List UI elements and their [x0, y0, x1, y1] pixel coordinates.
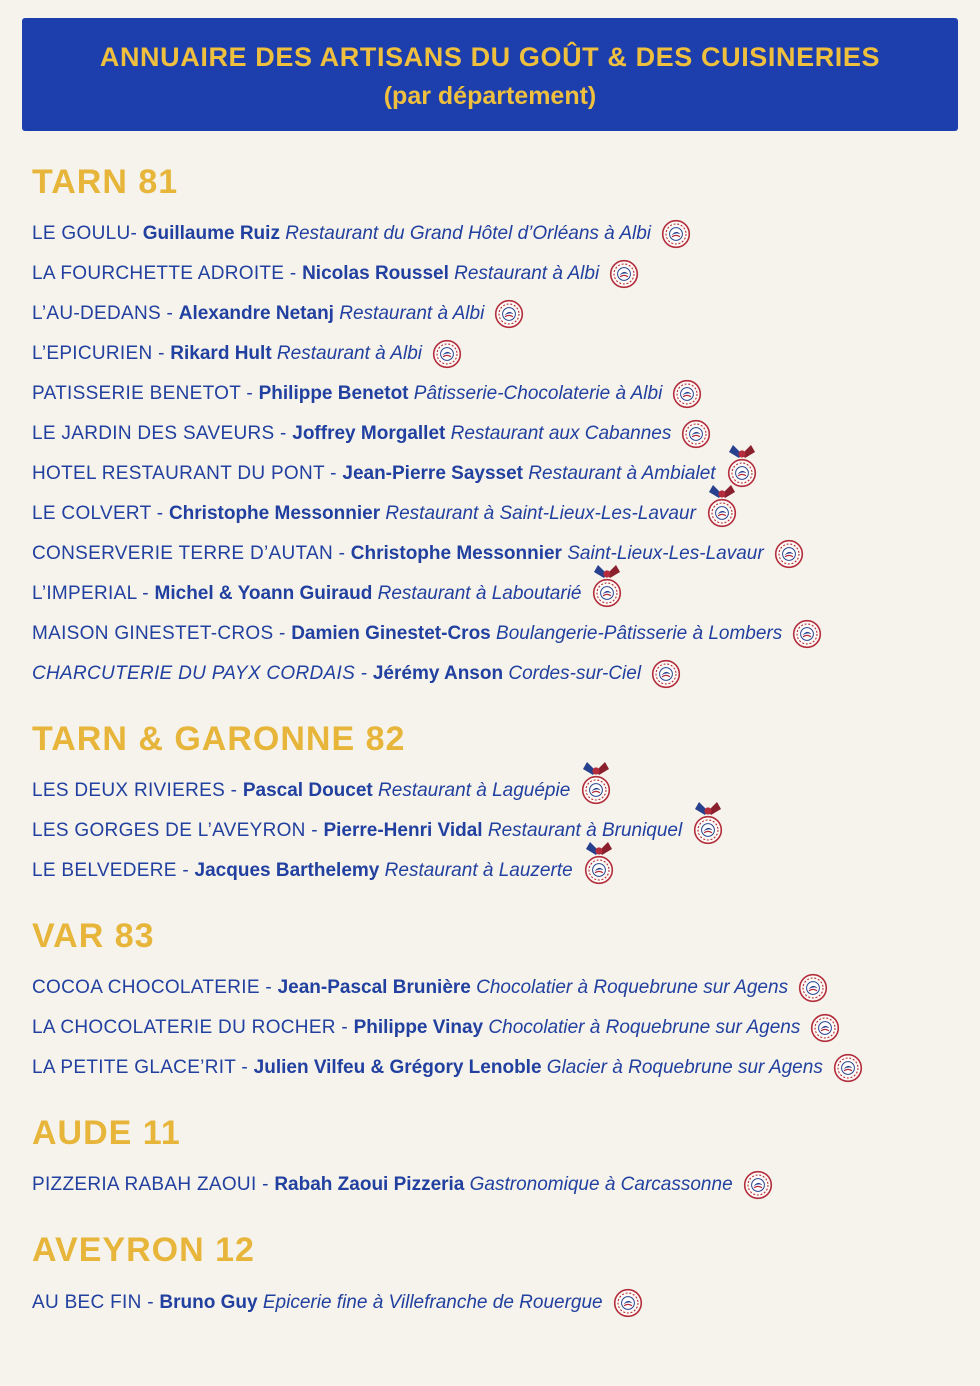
section-title: AVEYRON 12: [32, 1231, 255, 1270]
header-banner: [22, 18, 958, 131]
entry-description: Boulangerie-Pâtisserie à Lombers: [490, 623, 783, 645]
entry-description: Glacier à Roquebrune sur Agens: [541, 1057, 823, 1079]
directory-entry: [32, 1048, 958, 1088]
person-name: Jérémy Anson: [372, 663, 504, 685]
directory-entry: [32, 654, 958, 694]
page-title: ANNUAIRE DES ARTISANS DU GOÛT & DES CUISINERIES: [99, 42, 881, 72]
establishment-name: PIZZERIA RABAH ZAOUI -: [32, 1174, 275, 1196]
entry-description: Gastronomique à Carcassonne: [464, 1174, 733, 1196]
artisan-medal-icon: [726, 443, 758, 488]
department-section: [22, 1231, 958, 1322]
establishment-name: COCOA CHOCOLATERIE -: [32, 977, 278, 999]
artisan-seal-icon: [792, 619, 822, 649]
section-title: AUDE 11: [32, 1114, 181, 1153]
directory-entry: [32, 771, 958, 811]
entry-description: Chocolatier à Roquebrune sur Agens: [470, 977, 789, 999]
person-name: Philippe Vinay: [353, 1017, 484, 1039]
directory-entry: [32, 414, 958, 454]
artisan-seal-icon: [833, 1053, 863, 1083]
entry-description: Chocolatier à Roquebrune sur Agens: [483, 1017, 801, 1039]
person-name: Damien Ginestet-Cros: [291, 623, 491, 645]
artisan-seal-icon: [432, 339, 462, 369]
person-name: Bruno Guy: [159, 1291, 258, 1313]
directory-entry: [32, 1008, 958, 1048]
department-section: [22, 163, 958, 694]
establishment-name: LES GORGES DE L’AVEYRON -: [32, 820, 324, 842]
person-name: Joffrey Morgallet: [292, 423, 446, 445]
department-section: [22, 1114, 958, 1205]
artisan-medal-icon: [591, 563, 623, 608]
establishment-name: L’AU-DEDANS -: [32, 303, 179, 325]
entry-description: Restaurant à Saint-Lieux-Les-Lavaur: [380, 503, 696, 525]
artisan-seal-icon: [774, 539, 804, 569]
entry-description: Restaurant à Ambialet: [523, 463, 716, 485]
entry-description: Restaurant à Albi: [333, 303, 485, 325]
entry-description: Saint-Lieux-Les-Lavaur: [561, 543, 764, 565]
section-title: TARN 81: [32, 163, 179, 202]
artisan-seal-icon: [661, 219, 691, 249]
establishment-name: CHARCUTERIE DU PAYX CORDAIS -: [32, 663, 373, 685]
artisan-seal-icon: [743, 1170, 773, 1200]
directory-entry: [32, 334, 958, 374]
artisan-seal-icon: [798, 973, 828, 1003]
artisan-seal-icon: [810, 1013, 840, 1043]
person-name: Jean-Pierre Saysset: [342, 463, 523, 485]
directory-entry: [32, 374, 958, 414]
establishment-name: MAISON GINESTET-CROS -: [32, 623, 292, 645]
directory-entry: [32, 534, 958, 574]
person-name: Rabah Zaoui Pizzeria: [274, 1174, 465, 1196]
establishment-name: L’EPICURIEN -: [32, 343, 171, 365]
department-section: [22, 917, 958, 1088]
establishment-name: LE BELVEDERE -: [32, 860, 195, 882]
establishment-name: LA FOURCHETTE ADROITE -: [32, 263, 303, 285]
artisan-seal-icon: [681, 419, 711, 449]
establishment-name: CONSERVERIE TERRE D’AUTAN -: [32, 543, 351, 565]
person-name: Rikard Hult: [170, 343, 272, 365]
directory-entry: [32, 851, 958, 891]
entry-description: Restaurant à Laguépie: [372, 780, 571, 802]
directory-entry: [32, 811, 958, 851]
entry-description: Restaurant à Lauzerte: [379, 860, 573, 882]
person-name: Nicolas Roussel: [302, 263, 449, 285]
directory-entry: [32, 454, 958, 494]
establishment-name: LE JARDIN DES SAVEURS -: [32, 423, 293, 445]
person-name: Jean-Pascal Brunière: [277, 977, 471, 999]
establishment-name: AU BEC FIN -: [32, 1291, 160, 1313]
directory-entry: [32, 1283, 958, 1323]
establishment-name: HOTEL RESTAURANT DU PONT -: [32, 463, 343, 485]
person-name: Julien Vilfeu & Grégory Lenoble: [253, 1057, 542, 1079]
person-name: Pascal Doucet: [242, 780, 373, 802]
directory-entry: [32, 614, 958, 654]
person-name: Pierre-Henri Vidal: [323, 820, 483, 842]
directory-entry: [32, 968, 958, 1008]
department-section: [22, 720, 958, 891]
entry-description: Pâtisserie-Chocolaterie à Albi: [408, 383, 663, 405]
entry-description: Epicerie fine à Villefranche de Rouergue: [257, 1291, 603, 1313]
directory-entry: [32, 214, 958, 254]
entry-description: Restaurant à Bruniquel: [482, 820, 683, 842]
entry-description: Cordes-sur-Ciel: [503, 663, 642, 685]
person-name: Michel & Yoann Guiraud: [154, 583, 373, 605]
establishment-name: LE COLVERT -: [32, 503, 169, 525]
establishment-name: LES DEUX RIVIERES -: [32, 780, 243, 802]
person-name: Jacques Barthelemy: [194, 860, 380, 882]
person-name: Guillaume Ruiz: [142, 223, 280, 245]
person-name: Alexandre Netanj: [178, 303, 334, 325]
entry-description: Restaurant à Laboutarié: [372, 583, 582, 605]
person-name: Philippe Benetot: [258, 383, 409, 405]
entry-description: Restaurant aux Cabannes: [445, 423, 672, 445]
directory-entry: [32, 254, 958, 294]
section-title: VAR 83: [32, 917, 155, 956]
section-title: TARN & GARONNE 82: [32, 720, 406, 759]
artisan-seal-icon: [609, 259, 639, 289]
artisan-seal-icon: [651, 659, 681, 689]
artisan-medal-icon: [692, 800, 724, 845]
establishment-name: PATISSERIE BENETOT -: [32, 383, 259, 405]
artisan-medal-icon: [706, 483, 738, 528]
directory-entry: [32, 294, 958, 334]
directory-entry: [32, 494, 958, 534]
establishment-name: LE GOULU-: [32, 223, 143, 245]
person-name: Christophe Messonnier: [350, 543, 562, 565]
directory-entry: [32, 1165, 958, 1205]
establishment-name: LA CHOCOLATERIE DU ROCHER -: [32, 1017, 354, 1039]
establishment-name: L’IMPERIAL -: [32, 583, 155, 605]
entry-description: Restaurant à Albi: [271, 343, 422, 365]
person-name: Christophe Messonnier: [168, 503, 381, 525]
page-subtitle: (par département): [383, 82, 597, 111]
entry-description: Restaurant à Albi: [448, 263, 600, 285]
establishment-name: LA PETITE GLACE’RIT -: [32, 1057, 254, 1079]
artisan-seal-icon: [613, 1288, 643, 1318]
entry-description: Restaurant du Grand Hôtel d’Orléans à Albi: [279, 223, 652, 245]
artisan-medal-icon: [583, 840, 615, 885]
artisan-medal-icon: [580, 760, 612, 805]
sections-container: [22, 163, 958, 1322]
artisan-seal-icon: [494, 299, 524, 329]
directory-entry: [32, 574, 958, 614]
artisan-seal-icon: [672, 379, 702, 409]
